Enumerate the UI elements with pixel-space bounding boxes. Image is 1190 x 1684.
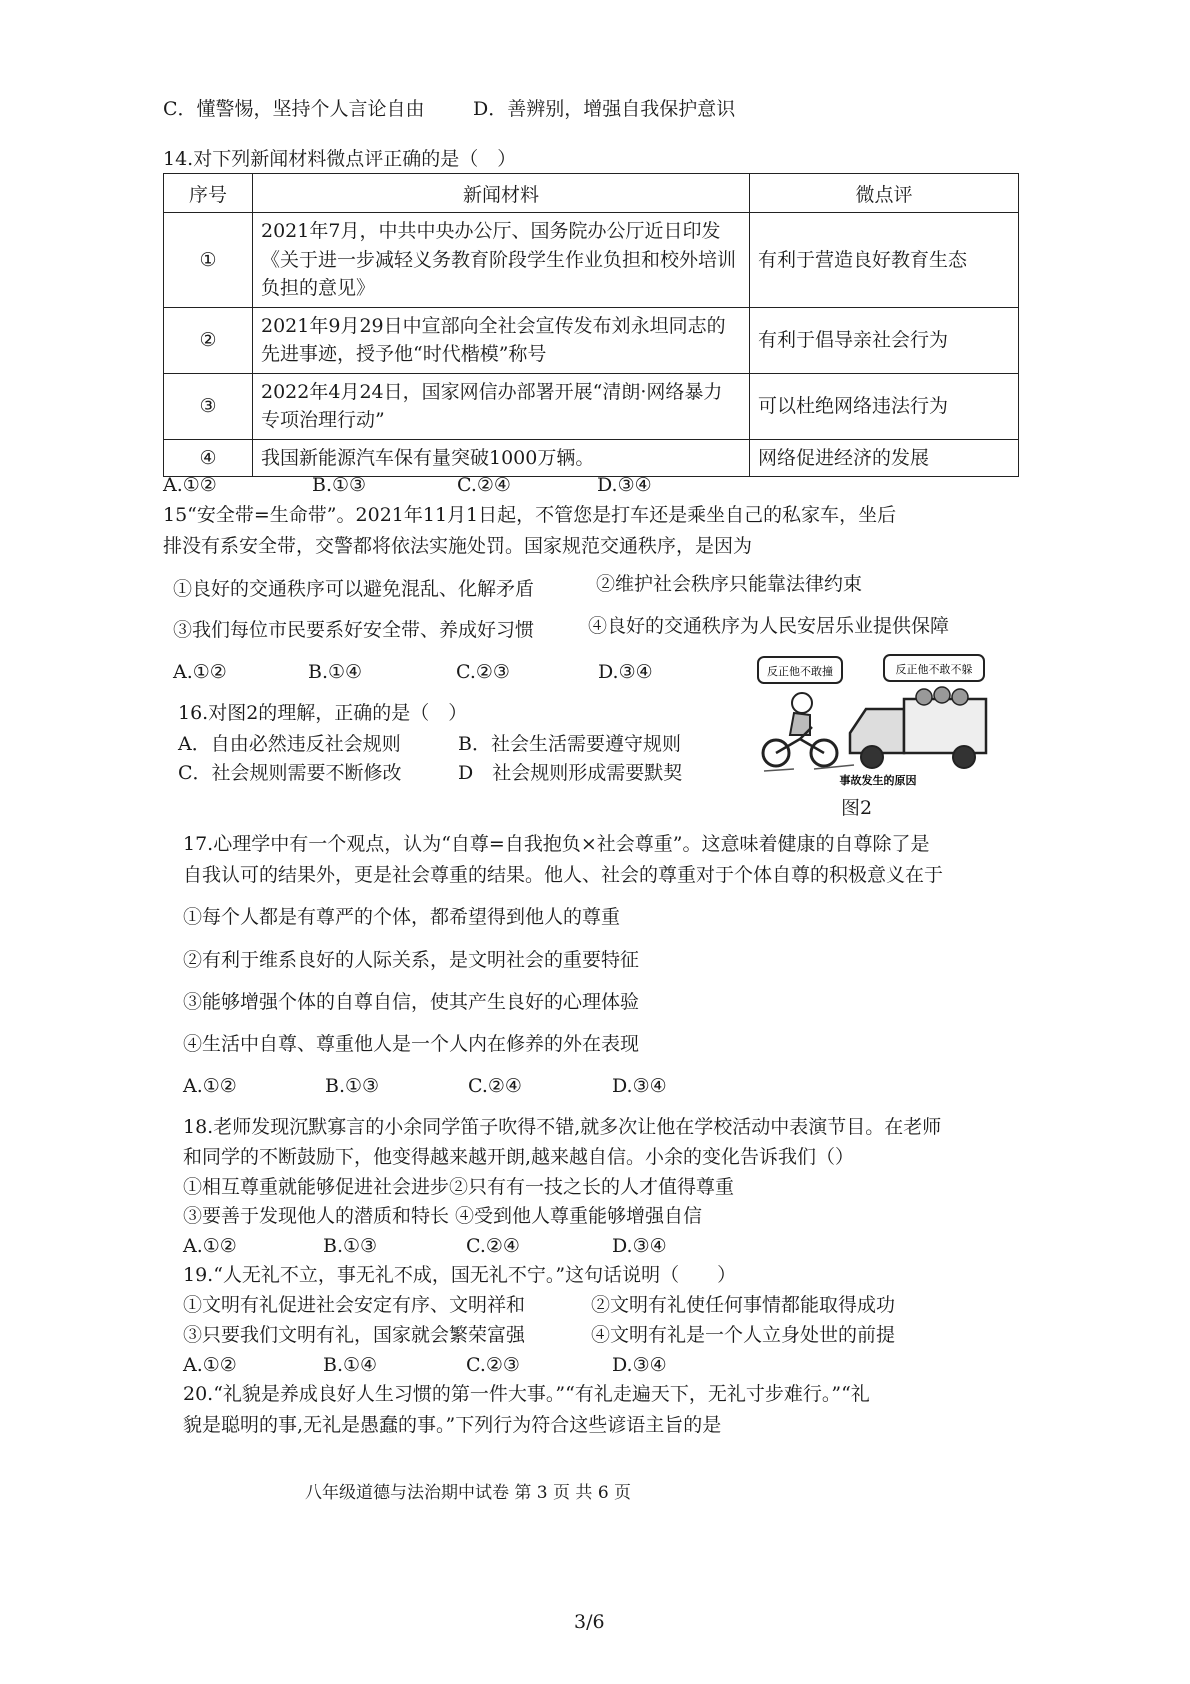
q16-option-d: D 社会规则形成需要默契 [458, 762, 683, 784]
q19-option-d: D.③④ [612, 1354, 667, 1376]
row-material: 我国新能源汽车保有量突破1000万辆。 [253, 439, 750, 477]
q17-item-4: ④生活中自尊、尊重他人是一个人内在修养的外在表现 [183, 1033, 640, 1055]
row-number: ① [164, 213, 253, 308]
table-row [164, 213, 1019, 308]
q14-option-b: B.①③ [312, 474, 367, 496]
q14-option-c: C.②④ [457, 474, 511, 496]
row-material: 2021年9月29日中宣部向全社会宣传发布刘永坦同志的先进事迹，授予他“时代楷模”称号 [253, 307, 750, 373]
page-footer: 八年级道德与法治期中试卷 第 3 页 共 6 页 [305, 1483, 632, 1503]
header-material: 新闻材料 [253, 174, 750, 213]
row-material: 2021年7月，中共中央办公厅、国务院办公厅近日印发《关于进一步减轻义务教育阶段学生作业负担和校外培训负担的意见》 [253, 213, 750, 308]
q18-option-b: B.①③ [323, 1235, 378, 1257]
q19-item-1: ①文明有礼促进社会安定有序、文明祥和 [183, 1294, 526, 1316]
q17-item-1: ①每个人都是有尊严的个体，都希望得到他人的尊重 [183, 906, 621, 928]
header-number: 序号 [164, 174, 253, 213]
row-material: 2022年4月24日，国家网信办部署开展“清朗·网络暴力专项治理行动” [253, 373, 750, 439]
q17-stem-line2: 自我认可的结果外，更是社会尊重的结果。他人、社会的尊重对于个体自尊的积极意义在于 [183, 864, 944, 886]
q18-items-line2: ③要善于发现他人的潜质和特长 ④受到他人尊重能够增强自信 [183, 1205, 703, 1227]
table-header-row [164, 174, 1019, 213]
table-row [164, 307, 1019, 373]
row-comment: 可以杜绝网络违法行为 [750, 373, 1019, 439]
q15-option-c: C.②③ [456, 661, 510, 683]
cartoon-illustration [754, 653, 999, 789]
q18-option-a: A.①② [183, 1235, 237, 1257]
row-comment: 有利于营造良好教育生态 [750, 213, 1019, 308]
q15-stem-line1: 15“安全带=生命带”。2021年11月1日起，不管您是打车还是乘坐自己的私家车，坐后 [163, 504, 897, 526]
q17-option-b: B.①③ [325, 1075, 380, 1097]
q18-items-line1: ①相互尊重就能够促进社会进步②只有有一技之长的人才值得尊重 [183, 1176, 735, 1198]
row-number: ③ [164, 373, 253, 439]
q19-option-b: B.①④ [323, 1354, 378, 1376]
q15-item-4: ④良好的交通秩序为人民安居乐业提供保障 [588, 615, 950, 637]
q18-option-c: C.②④ [466, 1235, 520, 1257]
q19-item-2: ②文明有礼使任何事情都能取得成功 [591, 1294, 896, 1316]
q19-option-a: A.①② [183, 1354, 237, 1376]
figure-2-cartoon [754, 653, 999, 789]
q17-option-d: D.③④ [612, 1075, 667, 1097]
q14-option-d: D.③④ [597, 474, 652, 496]
row-comment: 网络促进经济的发展 [750, 439, 1019, 477]
cartoon-caption-inner: 事故发生的原因 [839, 774, 917, 787]
q15-option-b: B.①④ [308, 661, 363, 683]
q13-option-c: C．懂警惕，坚持个人言论自由 [163, 98, 425, 120]
q15-option-d: D.③④ [598, 661, 653, 683]
q18-option-d: D.③④ [612, 1235, 667, 1257]
row-number: ④ [164, 439, 253, 477]
q19-item-3: ③只要我们文明有礼，国家就会繁荣富强 [183, 1324, 526, 1346]
q18-stem-line2: 和同学的不断鼓励下，他变得越来越开朗,越来越自信。小余的变化告诉我们（） [183, 1146, 855, 1168]
q16-option-c: C．社会规则需要不断修改 [178, 762, 402, 784]
q19-stem: 19.“人无礼不立，事无礼不成，国无礼不宁。”这句话说明（ ） [183, 1264, 737, 1286]
q17-stem-line1: 17.心理学中有一个观点，认为“自尊=自我抱负×社会尊重”。这意味着健康的自尊除了是 [183, 833, 930, 855]
q16-option-b: B．社会生活需要遵守规则 [458, 733, 681, 755]
q19-item-4: ④文明有礼是一个人立身处世的前提 [591, 1324, 896, 1346]
q17-item-2: ②有利于维系良好的人际关系，是文明社会的重要特征 [183, 949, 640, 971]
news-table [163, 173, 1019, 477]
row-comment: 有利于倡导亲社会行为 [750, 307, 1019, 373]
q16-stem: 16.对图2的理解，正确的是（ ） [178, 702, 468, 724]
q15-item-1: ①良好的交通秩序可以避免混乱、化解矛盾 [173, 578, 535, 600]
page-number: 3/6 [574, 1611, 605, 1633]
header-comment: 微点评 [750, 174, 1019, 213]
bubble-right-text: 反正他不敢不躲 [895, 663, 973, 676]
q14-option-a: A.①② [163, 474, 217, 496]
q16-option-a: A．自由必然违反社会规则 [178, 733, 401, 755]
q20-stem-line2: 貌是聪明的事,无礼是愚蠢的事。”下列行为符合这些谚语主旨的是 [183, 1414, 722, 1436]
row-number: ② [164, 307, 253, 373]
q14-stem: 14.对下列新闻材料微点评正确的是（ ） [163, 148, 517, 170]
q15-stem-line2: 排没有系安全带，交警都将依法实施处罚。国家规范交通秩序，是因为 [163, 535, 753, 557]
table-row [164, 373, 1019, 439]
q19-option-c: C.②③ [466, 1354, 520, 1376]
q15-item-2: ②维护社会秩序只能靠法律约束 [596, 573, 863, 595]
table-row [164, 439, 1019, 477]
q15-item-3: ③我们每位市民要系好安全带、养成好习惯 [173, 619, 535, 641]
q17-option-a: A.①② [183, 1075, 237, 1097]
q18-stem-line1: 18.老师发现沉默寡言的小余同学笛子吹得不错,就多次让他在学校活动中表演节目。在老师 [183, 1116, 942, 1138]
q17-option-c: C.②④ [468, 1075, 522, 1097]
q20-stem-line1: 20.“礼貌是养成良好人生习惯的第一件大事。”“有礼走遍天下，无礼寸步难行。”“礼 [183, 1383, 870, 1405]
figure-2-caption: 图2 [841, 797, 873, 819]
q13-option-d: D．善辨别，增强自我保护意识 [473, 98, 736, 120]
q15-option-a: A.①② [173, 661, 227, 683]
bubble-left-text: 反正他不敢撞 [767, 665, 833, 678]
q17-item-3: ③能够增强个体的自尊自信，使其产生良好的心理体验 [183, 991, 640, 1013]
